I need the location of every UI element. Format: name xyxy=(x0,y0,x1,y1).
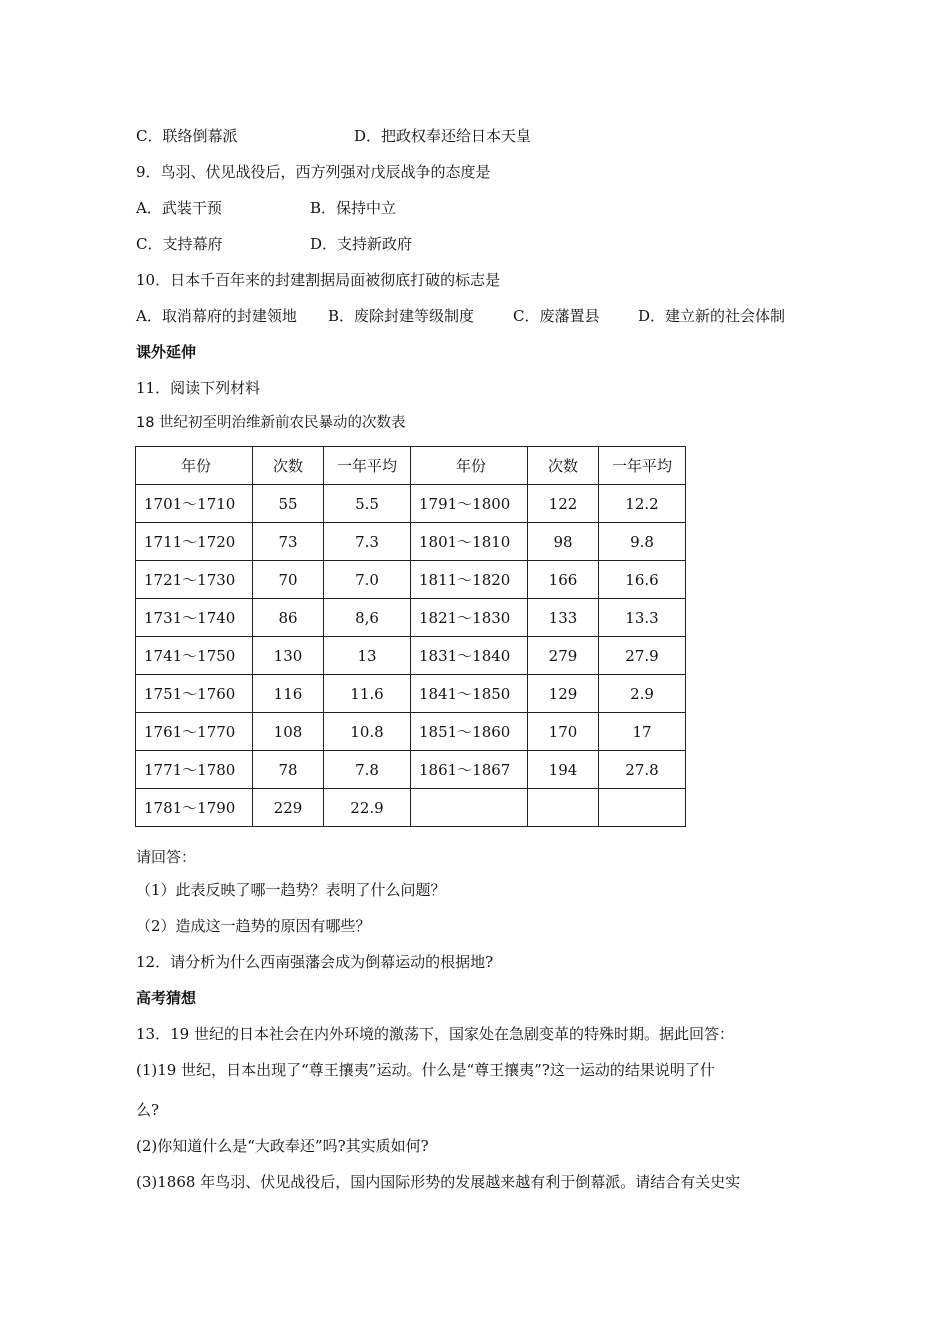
q10-option-a: A．取消幕府的封建领地 xyxy=(136,307,297,325)
header-count: 次数 xyxy=(528,447,599,485)
cell-average: 7.3 xyxy=(324,523,411,561)
cell-average: 8,6 xyxy=(324,599,411,637)
cell-count: 229 xyxy=(253,789,324,827)
cell-year xyxy=(411,789,528,827)
cell-year: 1781～1790 xyxy=(136,789,253,827)
cell-year: 1771～1780 xyxy=(136,751,253,789)
cell-count: 279 xyxy=(528,637,599,675)
cell-average: 16.6 xyxy=(599,561,686,599)
cell-year: 1841～1850 xyxy=(411,675,528,713)
cell-average: 7.8 xyxy=(324,751,411,789)
cell-year: 1751～1760 xyxy=(136,675,253,713)
cell-average: 7.0 xyxy=(324,561,411,599)
cell-count: 122 xyxy=(528,485,599,523)
q13-sub-question-2: (2)你知道什么是“大政奉还”吗?其实质如何? xyxy=(136,1137,429,1155)
uprising-table xyxy=(135,446,686,827)
cell-average: 2.9 xyxy=(599,675,686,713)
cell-average: 17 xyxy=(599,713,686,751)
table-row xyxy=(136,561,686,599)
cell-average: 13.3 xyxy=(599,599,686,637)
table-header-row xyxy=(136,447,686,485)
cell-count: 70 xyxy=(253,561,324,599)
cell-count: 86 xyxy=(253,599,324,637)
table-row xyxy=(136,599,686,637)
cell-count: 129 xyxy=(528,675,599,713)
cell-count: 170 xyxy=(528,713,599,751)
q10-option-d: D．建立新的社会体制 xyxy=(638,307,786,325)
cell-average: 12.2 xyxy=(599,485,686,523)
cell-year: 1711～1720 xyxy=(136,523,253,561)
cell-year: 1761～1770 xyxy=(136,713,253,751)
cell-count: 116 xyxy=(253,675,324,713)
q9-option-d: D．支持新政府 xyxy=(310,235,413,253)
cell-average: 13 xyxy=(324,637,411,675)
table-row xyxy=(136,485,686,523)
header-year: 年份 xyxy=(136,447,253,485)
cell-average: 27.9 xyxy=(599,637,686,675)
q11-stem: 11．阅读下列材料 xyxy=(136,379,261,397)
cell-year: 1791～1800 xyxy=(411,485,528,523)
cell-average xyxy=(599,789,686,827)
table-row xyxy=(136,637,686,675)
q13-sub-question-3: (3)1868 年鸟羽、伏见战役后，国内国际形势的发展越来越有利于倒幕派。请结合有关史实 xyxy=(136,1173,741,1191)
cell-average: 9.8 xyxy=(599,523,686,561)
cell-average: 5.5 xyxy=(324,485,411,523)
section-heading-extend: 课外延伸 xyxy=(136,343,197,361)
cell-count xyxy=(528,789,599,827)
cell-average: 11.6 xyxy=(324,675,411,713)
q10-option-c: C．废藩置县 xyxy=(513,307,600,325)
cell-count: 194 xyxy=(528,751,599,789)
table-row xyxy=(136,713,686,751)
cell-year: 1831～1840 xyxy=(411,637,528,675)
table-row xyxy=(136,751,686,789)
header-average: 一年平均 xyxy=(599,447,686,485)
cell-count: 78 xyxy=(253,751,324,789)
header-year: 年份 xyxy=(411,447,528,485)
cell-year: 1821～1830 xyxy=(411,599,528,637)
cell-year: 1741～1750 xyxy=(136,637,253,675)
cell-count: 55 xyxy=(253,485,324,523)
header-average: 一年平均 xyxy=(324,447,411,485)
cell-count: 108 xyxy=(253,713,324,751)
cell-average: 27.8 xyxy=(599,751,686,789)
cell-count: 166 xyxy=(528,561,599,599)
table-row xyxy=(136,523,686,561)
q10-option-b: B．废除封建等级制度 xyxy=(328,307,475,325)
table-row xyxy=(136,675,686,713)
table-row xyxy=(136,789,686,827)
cell-count: 73 xyxy=(253,523,324,561)
q13-stem: 13．19 世纪的日本社会在内外环境的激荡下，国家处在急剧变革的特殊时期。据此回答： xyxy=(136,1025,734,1043)
q13-sub-question-1: (1)19 世纪，日本出现了“尊王攘夷”运动。什么是“尊王攘夷”?这一运动的结果说明了什 xyxy=(136,1061,715,1079)
q8-option-d: D．把政权奉还给日本天皇 xyxy=(354,127,532,145)
cell-year: 1861～1867 xyxy=(411,751,528,789)
cell-year: 1801～1810 xyxy=(411,523,528,561)
cell-year: 1851～1860 xyxy=(411,713,528,751)
cell-count: 133 xyxy=(528,599,599,637)
cell-average: 22.9 xyxy=(324,789,411,827)
q11-sub-question-1: （1）此表反映了哪一趋势？表明了什么问题？ xyxy=(136,881,446,899)
header-count: 次数 xyxy=(253,447,324,485)
q9-option-b: B．保持中立 xyxy=(310,199,397,217)
q11-prompt: 请回答： xyxy=(136,848,197,866)
cell-year: 1731～1740 xyxy=(136,599,253,637)
q10-stem: 10．日本千百年来的封建割据局面被彻底打破的标志是 xyxy=(136,271,501,289)
table-caption: 18 世纪初至明治维新前农民暴动的次数表 xyxy=(136,415,406,431)
q9-option-c: C．支持幕府 xyxy=(136,235,223,253)
cell-count: 98 xyxy=(528,523,599,561)
cell-average: 10.8 xyxy=(324,713,411,751)
q12-stem: 12．请分析为什么西南强藩会成为倒幕运动的根据地? xyxy=(136,953,494,971)
q9-option-a: A．武装干预 xyxy=(136,199,222,217)
cell-count: 130 xyxy=(253,637,324,675)
q9-stem: 9．鸟羽、伏见战役后，西方列强对戊辰战争的态度是 xyxy=(136,163,491,181)
cell-year: 1701～1710 xyxy=(136,485,253,523)
section-heading-gaokao: 高考猜想 xyxy=(136,989,197,1007)
q11-sub-question-2: （2）造成这一趋势的原因有哪些？ xyxy=(136,917,371,935)
q8-option-c: C．联络倒幕派 xyxy=(136,127,238,145)
cell-year: 1811～1820 xyxy=(411,561,528,599)
cell-year: 1721～1730 xyxy=(136,561,253,599)
q13-sub-question-1-cont: 么? xyxy=(136,1101,160,1119)
